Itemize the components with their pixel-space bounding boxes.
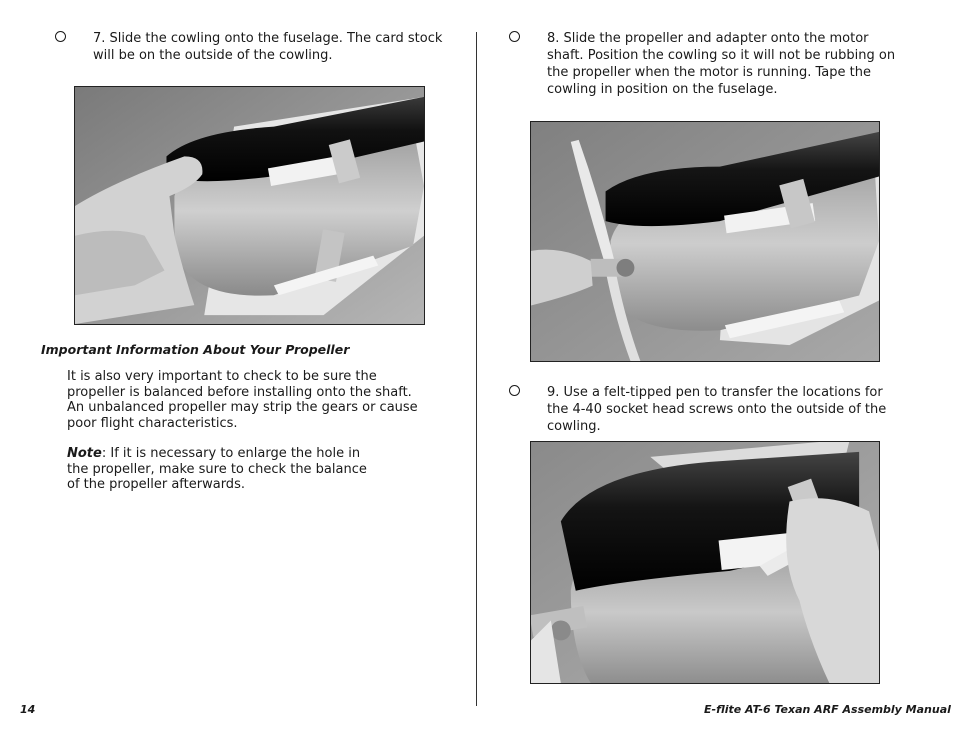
checkbox-circle-icon [55,31,66,42]
note-label: Note [67,446,102,461]
checkbox-circle-icon [509,31,520,42]
step-8-text: 8. Slide the propeller and adapter onto the motor shaft. Position the cowling so it will not be rubbing on the propeller when the motor is running. Tape the cowling in position on the fuselage. [547,31,896,97]
step-8 [509,30,904,98]
checkbox-circle-icon [509,385,520,396]
column-divider [476,32,477,706]
step-7 [55,30,450,64]
page-number: 14 [20,703,36,716]
photo-marking-screw-locations [530,441,880,684]
step-9-text: 9. Use a felt-tipped pen to transfer the locations for the 4-40 socket head screws onto the outside of the cowling. [547,385,887,434]
note-text: : If it is necessary to enlarge the hole in the propeller, make sure to check the balance of the propeller afterwards. [67,446,367,492]
photo-cowling-on-fuselage [74,86,425,325]
step-7-text: 7. Slide the cowling onto the fuselage. The card stock will be on the outside of the cowling. [93,31,443,63]
propeller-info-paragraph: It is also very important to check to be sure the propeller is balanced before installing onto the shaft. An unbalanced propeller may strip the gears or cause poor flight characteristics. [67,369,418,431]
propeller-note [67,446,379,493]
photo-propeller-on-shaft [530,121,880,362]
step-9 [509,384,904,435]
propeller-info-heading: Important Information About Your Propeller [41,342,350,357]
manual-title: E-flite AT-6 Texan ARF Assembly Manual [704,703,951,716]
